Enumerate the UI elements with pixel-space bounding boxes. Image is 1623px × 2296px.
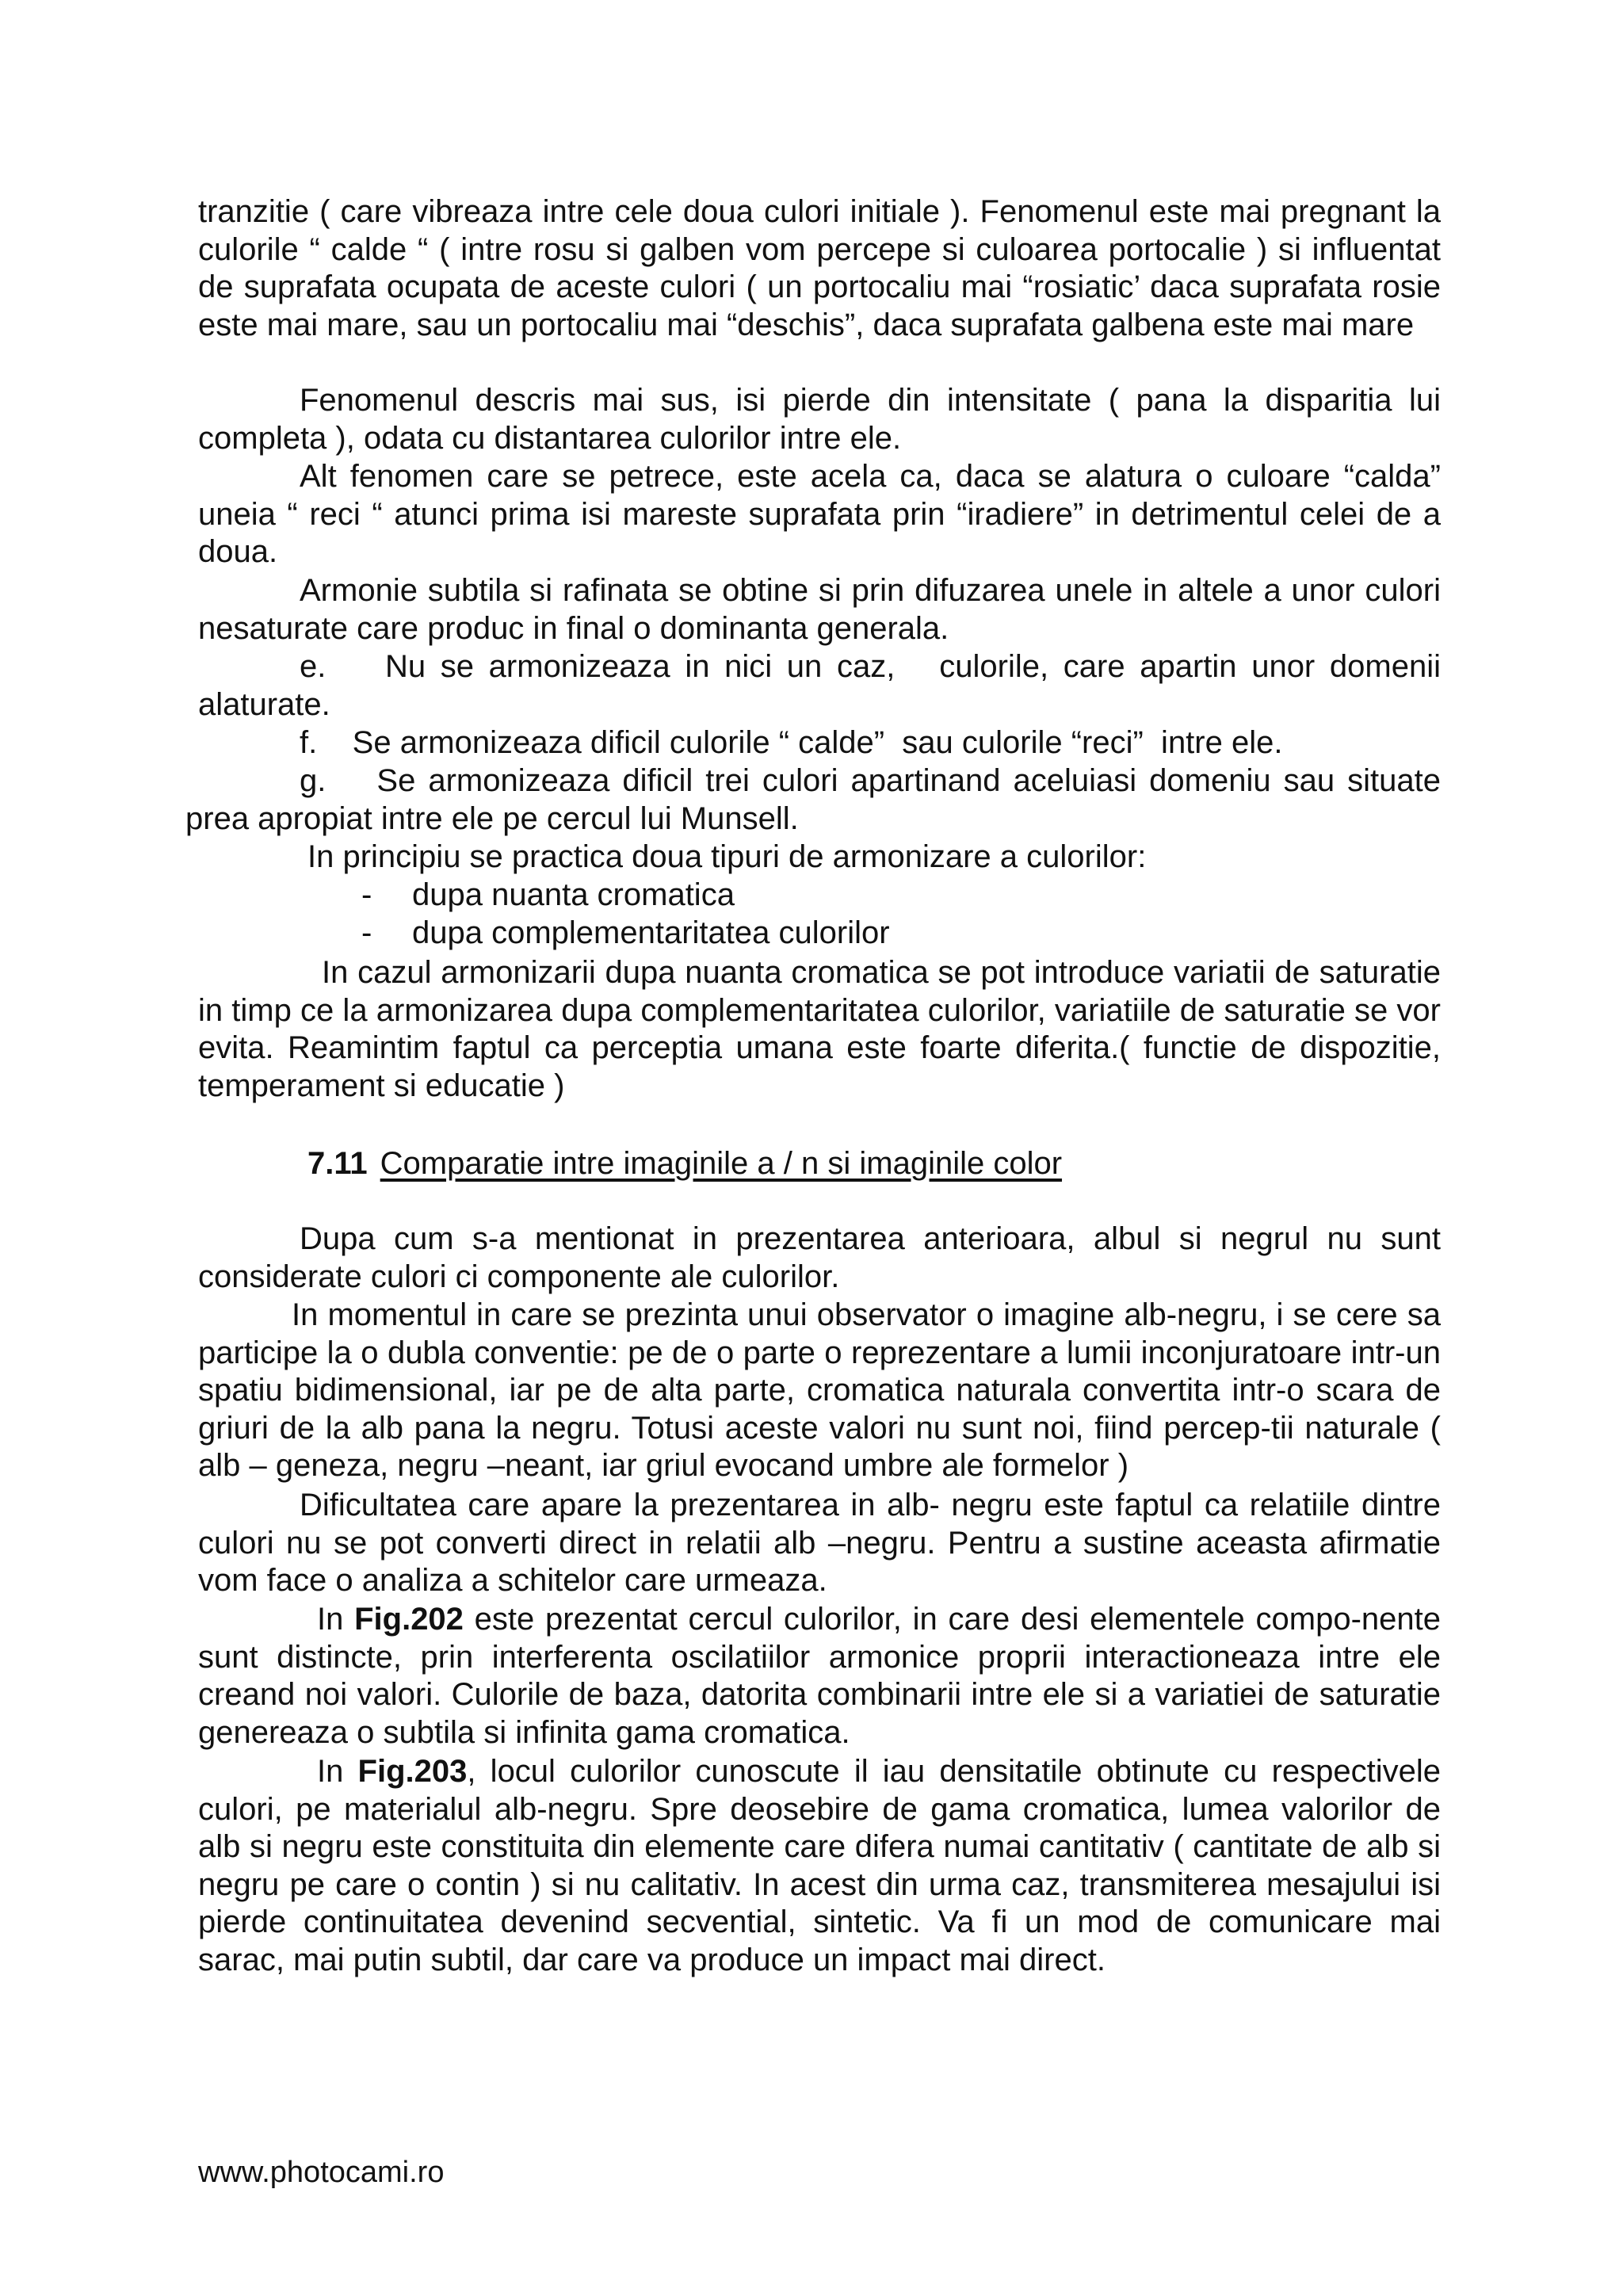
- fig203-reference: Fig.203: [357, 1754, 468, 1789]
- list-item-text: dupa complementaritatea culorilor: [412, 915, 890, 950]
- fig203-text: , locul culorilor cunoscute il iau densitatile obtinute cu respectivele culori, pe materialul alb-negru. Spre deosebire de gama cromatica, lumea valorilor de alb si negru este constituita din elemente care difera numai cantitativ ( cantitate de alb si negru pe care o contin ) si nu calitativ. In acest din urma caz, transmiterea mesajului isi pierde continuitatea devenind secvential, sintetic. Va fi un mod de comunicare mai sarac, mai putin subtil, dar care va produce un impact mai direct.: [198, 1754, 1442, 1977]
- list-bullet: -: [361, 877, 372, 912]
- fig203-prefix: In: [317, 1754, 358, 1789]
- paragraph-cazul: In cazul armonizarii dupa nuanta cromatica se pot introduce variatii de saturatie in timp ce la armonizarea dupa complementaritatea culorilor, variatiile de saturatie se vor evita. Reamintim faptul ca perceptia umana este foarte diferita.( functie de dispozitie, temperament si educatie ): [198, 955, 1441, 1103]
- fig202-prefix: In: [317, 1602, 355, 1637]
- footer-website: www.photocami.ro: [198, 2156, 445, 2189]
- paragraph-momentul: In momentul in care se prezinta unui observator o imagine alb-negru, i se cere sa participe la o dubla conventie: pe de o parte o reprezentare a lumii inconjuratoare intr-un spatiu bidimensional, iar pe de alta parte, cromatica naturala convertita intr-o scara de griuri de la alb pana la negru. Totusi aceste valori nu sunt noi, fiind percep-tii naturale ( alb – geneza, negru –neant, iar griul evocand umbre ale formelor ): [198, 1297, 1441, 1483]
- paragraph-fenomen: Fenomenul descris mai sus, isi pierde din intensitate ( pana la disparitia lui completa ), odata cu distantarea culorilor intre ele.: [198, 383, 1441, 456]
- list-bullet: -: [361, 915, 372, 950]
- paragraph-principiu: In principiu se practica doua tipuri de armonizare a culorilor:: [307, 839, 1147, 874]
- paragraph-dupa: Dupa cum s-a mentionat in prezentarea anterioara, albul si negrul nu sunt considerate culori ci componente ale culorilor.: [198, 1221, 1441, 1294]
- paragraph-intro: tranzitie ( care vibreaza intre cele doua culori initiale ). Fenomenul este mai pregnant la culorile “ calde “ ( intre rosu si galben vom percepe si culoarea portocalie ) si influentat de suprafata ocupata de aceste culori ( un portocaliu mai “rosiatic’ daca suprafata rosie este mai mare, sau un portocaliu mai “deschis”, daca suprafata galbena este mai mare: [198, 194, 1441, 342]
- paragraph-item-f: f. Se armonizeaza dificil culorile “ calde” sau culorile “reci” intre ele.: [300, 725, 1283, 760]
- section-number: 7.11: [307, 1146, 368, 1181]
- list-item: [361, 915, 890, 953]
- fig202-text: este prezentat cercul culorilor, in care desi elementele compo-nente sunt distincte, prin interferenta oscilatiilor armonice proprii interactioneaza intre ele creand noi valori. Culorile de baza, datorita combinarii intre ele si a variatiei de saturatie genereaza o subtila si infinita gama cromatica.: [198, 1602, 1441, 1750]
- paragraph-fig202: [198, 1601, 1441, 1752]
- paragraph-armonie: Armonie subtila si rafinata se obtine si prin difuzarea unele in altele a unor culori nesaturate care produc in final o dominanta generala.: [198, 573, 1441, 646]
- fig202-reference: Fig.202: [354, 1602, 464, 1637]
- list-item: [361, 877, 735, 915]
- paragraph-fig203: [198, 1753, 1441, 1979]
- section-title: Comparatie intre imaginile a / n si imaginile color: [380, 1146, 1063, 1181]
- paragraph-item-e: e. Nu se armonizeaza in nici un caz, culorile, care apartin unor domenii alaturate.: [198, 649, 1450, 722]
- list-item-text: dupa nuanta cromatica: [412, 877, 735, 912]
- paragraph-dificultatea: Dificultatea care apare la prezentarea in alb- negru este faptul ca relatiile dintre culori nu se pot converti direct in relatii alb –negru. Pentru a sustine aceasta afirmatie vom face o analiza a schitelor care urmeaza.: [198, 1488, 1441, 1598]
- section-heading: [307, 1144, 1062, 1182]
- paragraph-alt-fenomen: Alt fenomen care se petrece, este acela ca, daca se alatura o culoare “calda” uneia “ reci “ atunci prima isi mareste suprafata prin “iradiere” in detrimentul celei de a doua.: [198, 459, 1441, 569]
- paragraph-item-g: g. Se armonizeaza dificil trei culori apartinand aceluiasi domeniu sau situate prea apropiat intre ele pe cercul lui Munsell.: [185, 763, 1450, 836]
